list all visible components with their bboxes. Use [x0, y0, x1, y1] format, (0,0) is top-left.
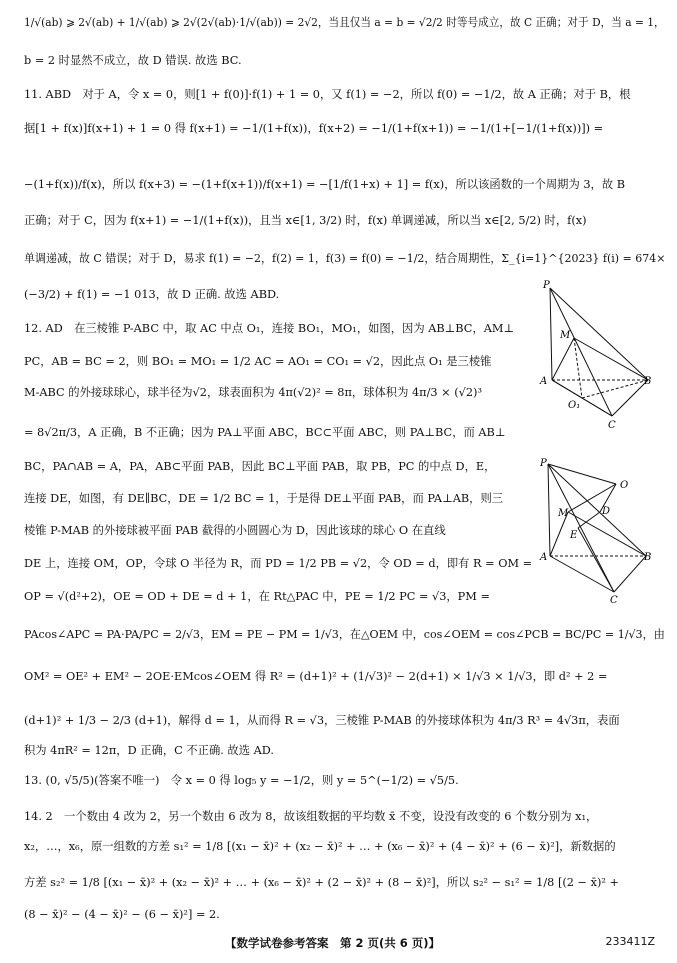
text-line-14: 连接 DE，如图，有 DE∥BC，DE = 1/2 BC = 1，于是得 DE⊥平面 PAB，而 PA⊥AB，则三 — [24, 492, 504, 505]
text-line-5: −(1+f(x))/f(x)，所以 f(x+3) = −(1+f(x+1))/f(x+1) = −[1/f(1+x) + 1] = f(x)，所以该函数的一个周期为 3，故 B — [24, 178, 626, 191]
text-line-26: (8 − x̄)² − (4 − x̄)² − (6 − x̄)²] = 2. — [24, 908, 220, 921]
fig2-label-a: A — [540, 552, 548, 563]
text-line-22: 13. (0, √5/5)(答案不唯一) 令 x = 0 得 log₅ y = −1/2，则 y = 5^(−1/2) = √5/5. — [24, 774, 459, 787]
fig2-label-c: C — [610, 595, 618, 604]
footer-code: 233411Z — [605, 935, 655, 948]
fig1-label-a: A — [540, 376, 548, 387]
figure-tetrahedron-2 — [538, 454, 656, 604]
text-line-20: (d+1)² + 1/3 − 2/3 (d+1)，解得 d = 1，从而得 R = √3，三棱锥 P-MAB 的外接球体积为 4π/3 R³ = 4√3π，表面 — [24, 714, 620, 727]
fig2-label-p: P — [540, 458, 547, 469]
fig1-label-m: M — [560, 330, 571, 341]
text-line-6: 正确；对于 C，因为 f(x+1) = −1/(1+f(x))，且当 x∈[1, 3/2) 时，f(x) 单调递减，所以当 x∈[2, 5/2) 时，f(x) — [24, 214, 587, 227]
text-line-3: 11. ABD 对于 A，令 x = 0，则[1 + f(0)]·f(1) + 1 = 0，又 f(1) = −2，所以 f(0) = −1/2，故 A 正确；对于 B，根 — [24, 88, 631, 101]
fig1-label-p: P — [543, 280, 550, 291]
text-line-4: 据[1 + f(x)]f(x+1) + 1 = 0 得 f(x+1) = −1/(1+f(x))，f(x+2) = −1/(1+f(x+1)) = −1/(1+[−1/(1+f(x))]) = — [24, 122, 604, 135]
fig2-label-d: D — [602, 506, 611, 517]
text-line-9: 12. AD 在三棱锥 P-ABC 中，取 AC 中点 O₁，连接 BO₁，MO₁，如图，因为 AB⊥BC，AM⊥ — [24, 322, 515, 335]
fig2-label-b: B — [644, 552, 652, 563]
fig2-label-e: E — [570, 530, 578, 541]
text-line-18: PAcos∠APC = PA·PA/PC = 2/√3，EM = PE − PM = 1/√3，在△OEM 中，cos∠OEM = cos∠PCB = BC/PC = 1/√3，由 — [24, 628, 665, 641]
text-line-1: 1/√(ab) ⩾ 2√(ab) + 1/√(ab) ⩾ 2√(2√(ab)·1/√(ab)) = 2√2，当且仅当 a = b = √2/2 时等号成立，故 C 正确；对于 D，当 a = 1， — [24, 16, 665, 29]
text-line-16: DE 上，连接 OM，OP，令球 O 半径为 R，而 PD = 1/2 PB = √2，令 OD = d，即有 R = OM = — [24, 557, 533, 570]
page-footer — [0, 935, 677, 955]
text-line-24: x₂，…，x₆，原一组数的方差 s₁² = 1/8 [(x₁ − x̄)² + (x₂ − x̄)² + … + (x₆ − x̄)² + (4 − x̄)² + (6 − x̄)²]，新数据的 — [24, 840, 616, 853]
fig1-label-c: C — [608, 420, 616, 430]
text-line-13: BC，PA∩AB = A，PA，AB⊂平面 PAB，因此 BC⊥平面 PAB，取 PB，PC 的中点 D，E， — [24, 460, 496, 473]
text-line-11: M-ABC 的外接球球心，球半径为√2，球表面积为 4π(√2)² = 8π，球体积为 4π/3 × (√2)³ — [24, 386, 482, 399]
text-line-19: OM² = OE² + EM² − 2OE·EMcos∠OEM 得 R² = (d+1)² + (1/√3)² − 2(d+1) × 1/√3 × 1/√3，即 d² + 2 = — [24, 670, 608, 683]
text-line-17: OP = √(d²+2)，OE = OD + DE = d + 1，在 Rt△PAC 中，PE = 1/2 PC = √3，PM = — [24, 590, 490, 603]
text-line-8: (−3/2) + f(1) = −1 013，故 D 正确. 故选 ABD. — [24, 288, 280, 301]
text-line-12: = 8√2π/3，A 正确，B 不正确；因为 PA⊥平面 ABC，BC⊂平面 ABC，则 PA⊥BC，而 AB⊥ — [24, 426, 506, 439]
fig2-label-m: M — [558, 508, 569, 519]
text-line-10: PC，AB = BC = 2，则 BO₁ = MO₁ = 1/2 AC = AO₁ = CO₁ = √2，因此点 O₁ 是三棱锥 — [24, 355, 492, 368]
text-line-21: 积为 4πR² = 12π，D 正确，C 不正确. 故选 AD. — [24, 744, 275, 757]
text-line-23: 14. 2 一个数由 4 改为 2，另一个数由 6 改为 8，故该组数据的平均数 x̄ 不变，设没有改变的 6 个数分别为 x₁， — [24, 810, 598, 823]
figure-1-svg — [538, 280, 656, 430]
fig1-label-o1: O₁ — [568, 400, 581, 411]
text-line-7: 单调递减，故 C 错误；对于 D，易求 f(1) = −2，f(2) = 1，f(3) = f(0) = −1/2，结合周期性，Σ_{i=1}^{2023} f(i) = 674× — [24, 252, 666, 265]
text-line-2: b = 2 时显然不成立，故 D 错误. 故选 BC. — [24, 54, 242, 67]
footer-page-info: 【数学试卷参考答案 第 2 页(共 6 页)】 — [225, 936, 441, 950]
figure-2-svg — [538, 454, 656, 604]
text-line-15: 棱锥 P-MAB 的外接球被平面 PAB 截得的小圆圆心为 D，因此该球的球心 O 在直线 — [24, 524, 446, 537]
text-line-25: 方差 s₂² = 1/8 [(x₁ − x̄)² + (x₂ − x̄)² + … + (x₆ − x̄)² + (2 − x̄)² + (8 − x̄)²]，所以 s₂² − s₁² = 1/8 [(2 − x̄)² + — [24, 876, 619, 889]
fig1-label-b: B — [644, 376, 652, 387]
figure-tetrahedron-1 — [538, 280, 656, 430]
fig2-label-o: O — [620, 480, 629, 491]
